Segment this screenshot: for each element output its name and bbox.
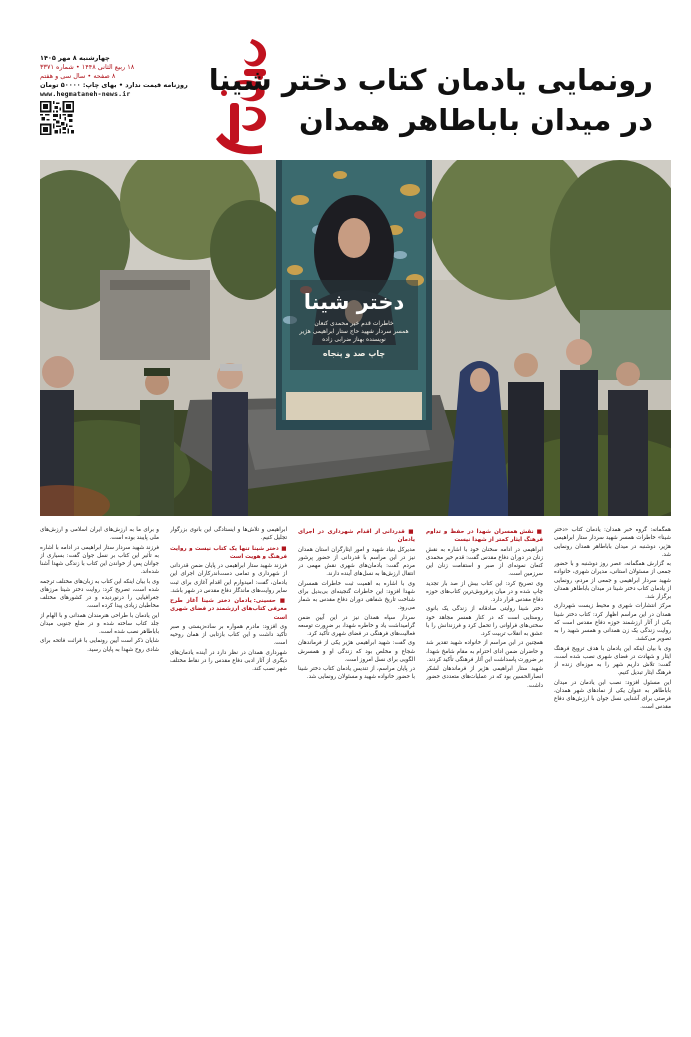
headline-line-1: رونمایی یادمان کتاب دختر شینا xyxy=(208,63,653,97)
website-link[interactable]: www.hegmataneh-news.ir xyxy=(40,90,131,98)
column-5-paragraph-5: شایان ذکر است آیین رونمایی با قرائت فاتحه برای شادی روح شهدا به پایان رسید. xyxy=(40,638,159,653)
column-2-paragraph-1: ابراهیمی در ادامه سخنان خود با اشاره به نقش زنان در دوران دفاع مقدس گفت: قدم خیر محمدی کنعان نمونه‌ای از صبر و استقامت زنان این سرزمین است. xyxy=(426,546,543,578)
column-1-paragraph-3: مرکز انتشارات شهری و محیط زیست شهرداری همدان در این مراسم اظهار کرد: کتاب دختر شینا یکی از آثار ارزشمند حوزه دفاع مقدس است که روایت زندگی یک زن همدانی و همسر شهید را به تصویر می‌کشد. xyxy=(554,603,671,643)
column-1-paragraph-4: وی با بیان اینکه این یادمان با هدف ترویج فرهنگ ایثار و شهادت در فضای شهری نصب شده است، گفت: تلاش داریم شهر را به موزه‌ای زنده از فرهنگ ایثار تبدیل کنیم. xyxy=(554,645,671,677)
lead-photo xyxy=(40,160,671,516)
headline-line-2: در میدان باباطاهر همدان xyxy=(298,103,653,137)
qr-code-icon[interactable] xyxy=(40,101,74,135)
issue-pages: ۸ صفحه • سال سی و هفتم xyxy=(40,72,116,80)
column-3 xyxy=(298,526,415,1026)
main-headline xyxy=(208,60,653,140)
column-2 xyxy=(426,526,543,1026)
column-4-subhead-2: ■ حسینی: یادمان دختر شینا آغاز طرح معرفی کتاب‌های ارزشمند در فضای شهری است xyxy=(170,597,287,622)
column-4-paragraph-1: ابراهیمی و تلاش‌ها و ایستادگی این بانوی بزرگوار تجلیل کنیم. xyxy=(170,527,287,542)
column-2-paragraph-3: دختر شینا روایتی صادقانه از زندگی یک بانوی روستایی است که در کنار همسر مجاهد خود سختی‌های فراوانی را تحمل کرد و فرزندانش را با عشق به انقلاب تربیت کرد. xyxy=(426,606,543,637)
column-2-paragraph-5: شهید ستار ابراهیمی هژیر از فرماندهان لشکر انصارالحسین بود که در عملیات‌های متعددی حضور داشت. xyxy=(426,666,543,689)
column-4-subhead-1: ■ دختر شینا تنها یک کتاب نیست و روایت فرهنگ و هویت است xyxy=(170,545,287,562)
column-1-paragraph-2: به گزارش همگمانه، عصر روز دوشنبه و با حضور جمعی از مسئولان استانی، مدیران شهری، خانواده شهید سردار ابراهیمی و جمعی از مردم، رونمایی از یادمان کتاب دختر شینا در میدان باباطاهر همدان برگزار شد. xyxy=(554,561,671,600)
column-1-paragraph-1: همگمانه: گروه خبر همدان: یادمان کتاب «دختر شینا» خاطرات همسر شهید سردار ستار ابراهیمی هژیر، دوشنبه در میدان باباطاهر همدان رونمایی شد. xyxy=(554,527,671,558)
banner-subtitle-3: نویسنده بهناز ضرابی زاده xyxy=(322,336,386,343)
column-3-paragraph-1: مدیرکل بنیاد شهید و امور ایثارگران استان همدان نیز در این مراسم با قدردانی از حضور پرشور مردم گفت: یادمان‌های شهری نقش مهمی در انتقال ارزش‌ها به نسل‌های آینده دارند. xyxy=(298,546,415,578)
column-5-paragraph-4: این یادمان با طراحی هنرمندان همدانی و با الهام از جلد کتاب ساخته شده و در ضلع جنوبی میدان باباطاهر نصب شده است. xyxy=(40,612,159,635)
column-5-paragraph-3: وی با بیان اینکه این کتاب به زبان‌های مختلف ترجمه شده است، تصریح کرد: روایت دختر شینا مرزهای جغرافیایی را درنوردیده و در کشورهای مختلف مخاطبان زیادی پیدا کرده است. xyxy=(40,578,159,610)
banner-subtitle-1: خاطرات قدم خیر محمدی کنعان xyxy=(314,320,394,327)
column-4 xyxy=(170,526,287,1026)
column-4-paragraph-4: شهرداری همدان در نظر دارد در آینده یادمان‌های دیگری از آثار ادبی دفاع مقدس را در نقاط مختلف شهر نصب کند. xyxy=(170,649,287,672)
banner-subtitle-2: همسر سردار شهید حاج ستار ابراهیمی هژیر xyxy=(299,328,409,335)
column-3-paragraph-2: وی با اشاره به اهمیت ثبت خاطرات همسران شهدا افزود: این خاطرات گنجینه‌ای بی‌بدیل برای شناخت تاریخ شفاهی دوران دفاع مقدس به شمار می‌رود. xyxy=(298,580,415,612)
column-5-paragraph-2: فرزند شهید سردار ستار ابراهیمی در ادامه با اشاره به تأثیر این کتاب بر نسل جوان گفت: بسیاری از جوانان پس از خواندن این کتاب با زندگی شهدا آشنا شده‌اند. xyxy=(40,544,159,576)
column-3-paragraph-5: در پایان مراسم، از تندیس یادمان کتاب دختر شینا با حضور خانواده شهید و مسئولان رونمایی شد. xyxy=(298,666,415,681)
column-2-paragraph-2: وی تصریح کرد: این کتاب بیش از صد بار تجدید چاپ شده و در میان پرفروش‌ترین کتاب‌های حوزه دفاع مقدس قرار دارد. xyxy=(426,580,543,603)
column-4-paragraph-2: فرزند شهید ستار ابراهیمی در پایان ضمن قدردانی از شهرداری و تمامی دست‌اندرکاران اجرای این یادمان، گفت: امیدوارم این اقدام آغازی برای ثبت سایر روایت‌های ماندگار دفاع مقدس در شهر باشد. xyxy=(170,563,287,594)
column-1 xyxy=(554,526,671,1026)
masthead xyxy=(0,0,691,168)
column-3-subhead-1: ■ قدردانی از اقدام شهرداری در اجرای یادمان xyxy=(298,528,415,545)
column-5-paragraph-1: و برای ما به ارزش‌های ایران اسلامی و ارزش‌های ملی پایبند بوده است. xyxy=(40,527,159,542)
banner-subtitle-4: چاپ صد و پنجاه xyxy=(322,349,386,358)
issue-number: ۱۸ ربیع الثانی ۱۴۴۸ • شماره ۳۳۷۱ xyxy=(40,63,135,71)
column-2-subhead-1: ■ نقش همسران شهدا در حفظ و تداوم فرهنگ ایثار کمتر از شهدا نیست xyxy=(426,528,543,545)
banner-title: دختر شینا xyxy=(303,290,405,314)
column-4-paragraph-3: وی افزود: مادرم همواره بر ساده‌زیستی و صبر تأکید داشت و این کتاب بازتابی از همان روحیه است. xyxy=(170,623,287,647)
article-body xyxy=(40,526,671,1026)
column-2-paragraph-4: همچنین در این مراسم از خانواده شهید تقدیر شد و حاضران ضمن ادای احترام به مقام شامخ شهدا، بر ضرورت پاسداشت این آثار فرهنگی تأکید کردند. xyxy=(426,640,543,663)
issue-info xyxy=(40,54,210,99)
issue-date: چهارشنبه ۸ مهر ۱۴۰۵ xyxy=(40,54,110,62)
column-5 xyxy=(40,526,159,1026)
issue-price: روزنامه قیمت ندارد • بهای چاپ: ۵۰۰۰۰ تومان xyxy=(40,81,188,89)
column-1-paragraph-5: این مسئول افزود: نصب این یادمان در میدان باباطاهر به عنوان یکی از نمادهای شهر همدان، فرصتی برای آشنایی نسل جوان با ارزش‌های دفاع مقدس است. xyxy=(554,679,671,711)
column-3-paragraph-4: وی گفت: شهید ابراهیمی هژیر یکی از فرماندهان شجاع و مخلص بود که زندگی او و همسرش الگویی برای نسل امروز است. xyxy=(298,640,415,663)
column-3-paragraph-3: سردار سپاه همدان نیز در این آیین ضمن گرامیداشت یاد و خاطره شهدا، بر ضرورت توسعه فعالیت‌های فرهنگی در فضای شهری تأکید کرد. xyxy=(298,614,415,637)
